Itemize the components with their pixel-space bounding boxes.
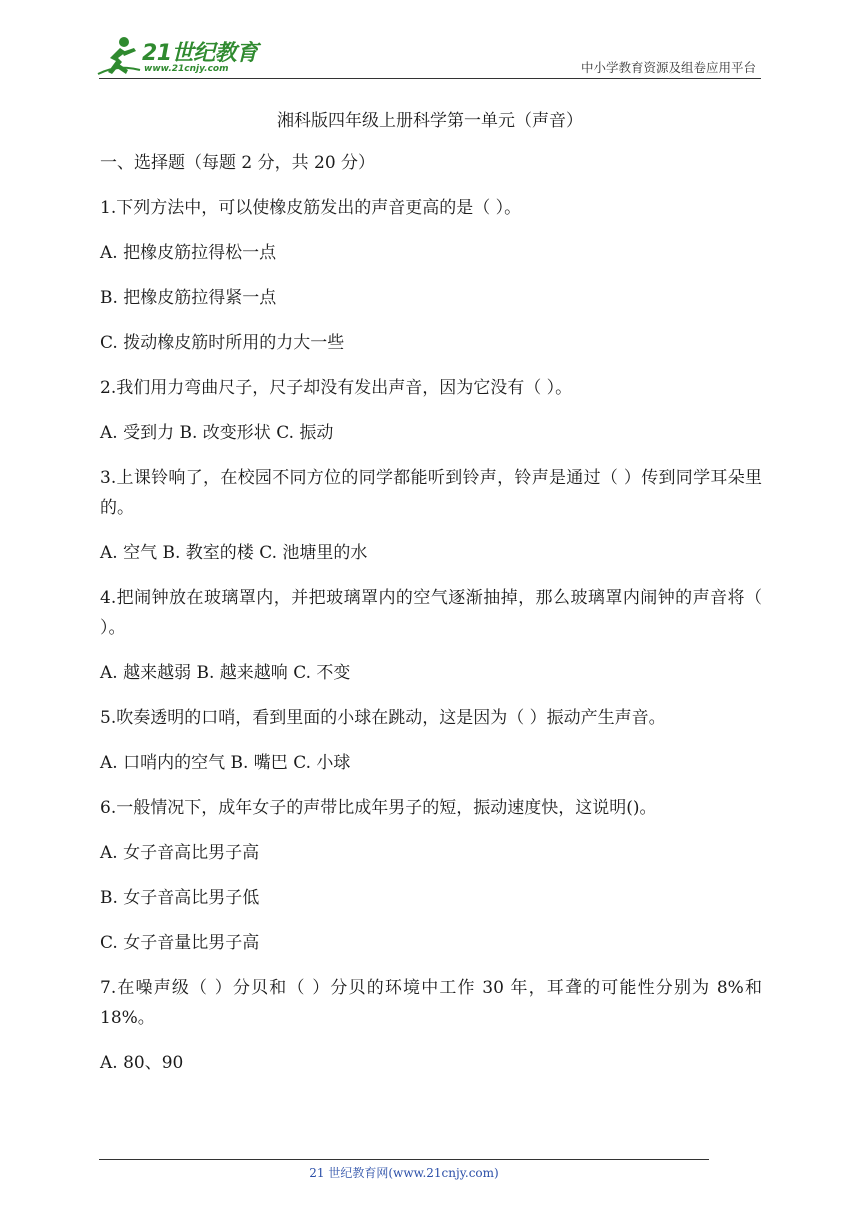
document-body xyxy=(100,148,762,1093)
question-6-option-b: B. 女子音高比男子低 xyxy=(100,888,260,908)
question-1-option-c: C. 拨动橡皮筋时所用的力大一些 xyxy=(100,333,345,353)
question-4-stem: 4.把闹钟放在玻璃罩内，并把玻璃罩内的空气逐渐抽掉，那么玻璃罩内闹钟的声音将（ ）。 xyxy=(100,588,762,638)
footer-divider xyxy=(99,1159,709,1160)
header-tagline: 中小学教育资源及组卷应用平台 xyxy=(580,60,756,75)
question-4-options: A. 越来越弱 B. 越来越响 C. 不变 xyxy=(100,663,351,683)
page-footer: 21 世纪教育网(www.21cnjy.com) xyxy=(309,1166,499,1180)
page-header xyxy=(0,0,860,90)
question-1-option-a: A. 把橡皮筋拉得松一点 xyxy=(100,243,277,263)
question-7-option-a: A. 80、90 xyxy=(100,1053,184,1073)
question-3-options: A. 空气 B. 教室的楼 C. 池塘里的水 xyxy=(100,543,368,563)
question-2-options: A. 受到力 B. 改变形状 C. 振动 xyxy=(100,423,334,443)
site-logo xyxy=(96,34,266,82)
question-1-stem: 1.下列方法中，可以使橡皮筋发出的声音更高的是（ ）。 xyxy=(100,198,522,218)
question-5-stem: 5.吹奏透明的口哨，看到里面的小球在跳动，这是因为（ ）振动产生声音。 xyxy=(100,708,666,728)
question-7-stem: 7.在噪声级（ ）分贝和（ ）分贝的环境中工作 30 年，耳聋的可能性分别为 8%和 18%。 xyxy=(100,978,762,1028)
question-6-option-c: C. 女子音量比男子高 xyxy=(100,933,260,953)
section-heading: 一、选择题（每题 2 分，共 20 分） xyxy=(100,153,376,173)
question-6-stem: 6.一般情况下，成年女子的声带比成年男子的短，振动速度快，这说明()。 xyxy=(100,798,657,818)
question-2-stem: 2.我们用力弯曲尺子，尺子却没有发出声音，因为它没有（ ）。 xyxy=(100,378,573,398)
logo-text: 21世纪教育 xyxy=(142,41,258,66)
header-divider xyxy=(99,78,761,79)
question-3-stem: 3.上课铃响了，在校园不同方位的同学都能听到铃声，铃声是通过（ ）传到同学耳朵里的。 xyxy=(100,468,762,518)
question-1-option-b: B. 把橡皮筋拉得紧一点 xyxy=(100,288,277,308)
question-5-options: A. 口哨内的空气 B. 嘴巴 C. 小球 xyxy=(100,753,351,773)
runner-logo-icon xyxy=(96,34,142,80)
document-title: 湘科版四年级上册科学第一单元（声音） xyxy=(277,111,583,131)
logo-url: www.21cnjy.com xyxy=(144,64,229,74)
question-6-option-a: A. 女子音高比男子高 xyxy=(100,843,260,863)
